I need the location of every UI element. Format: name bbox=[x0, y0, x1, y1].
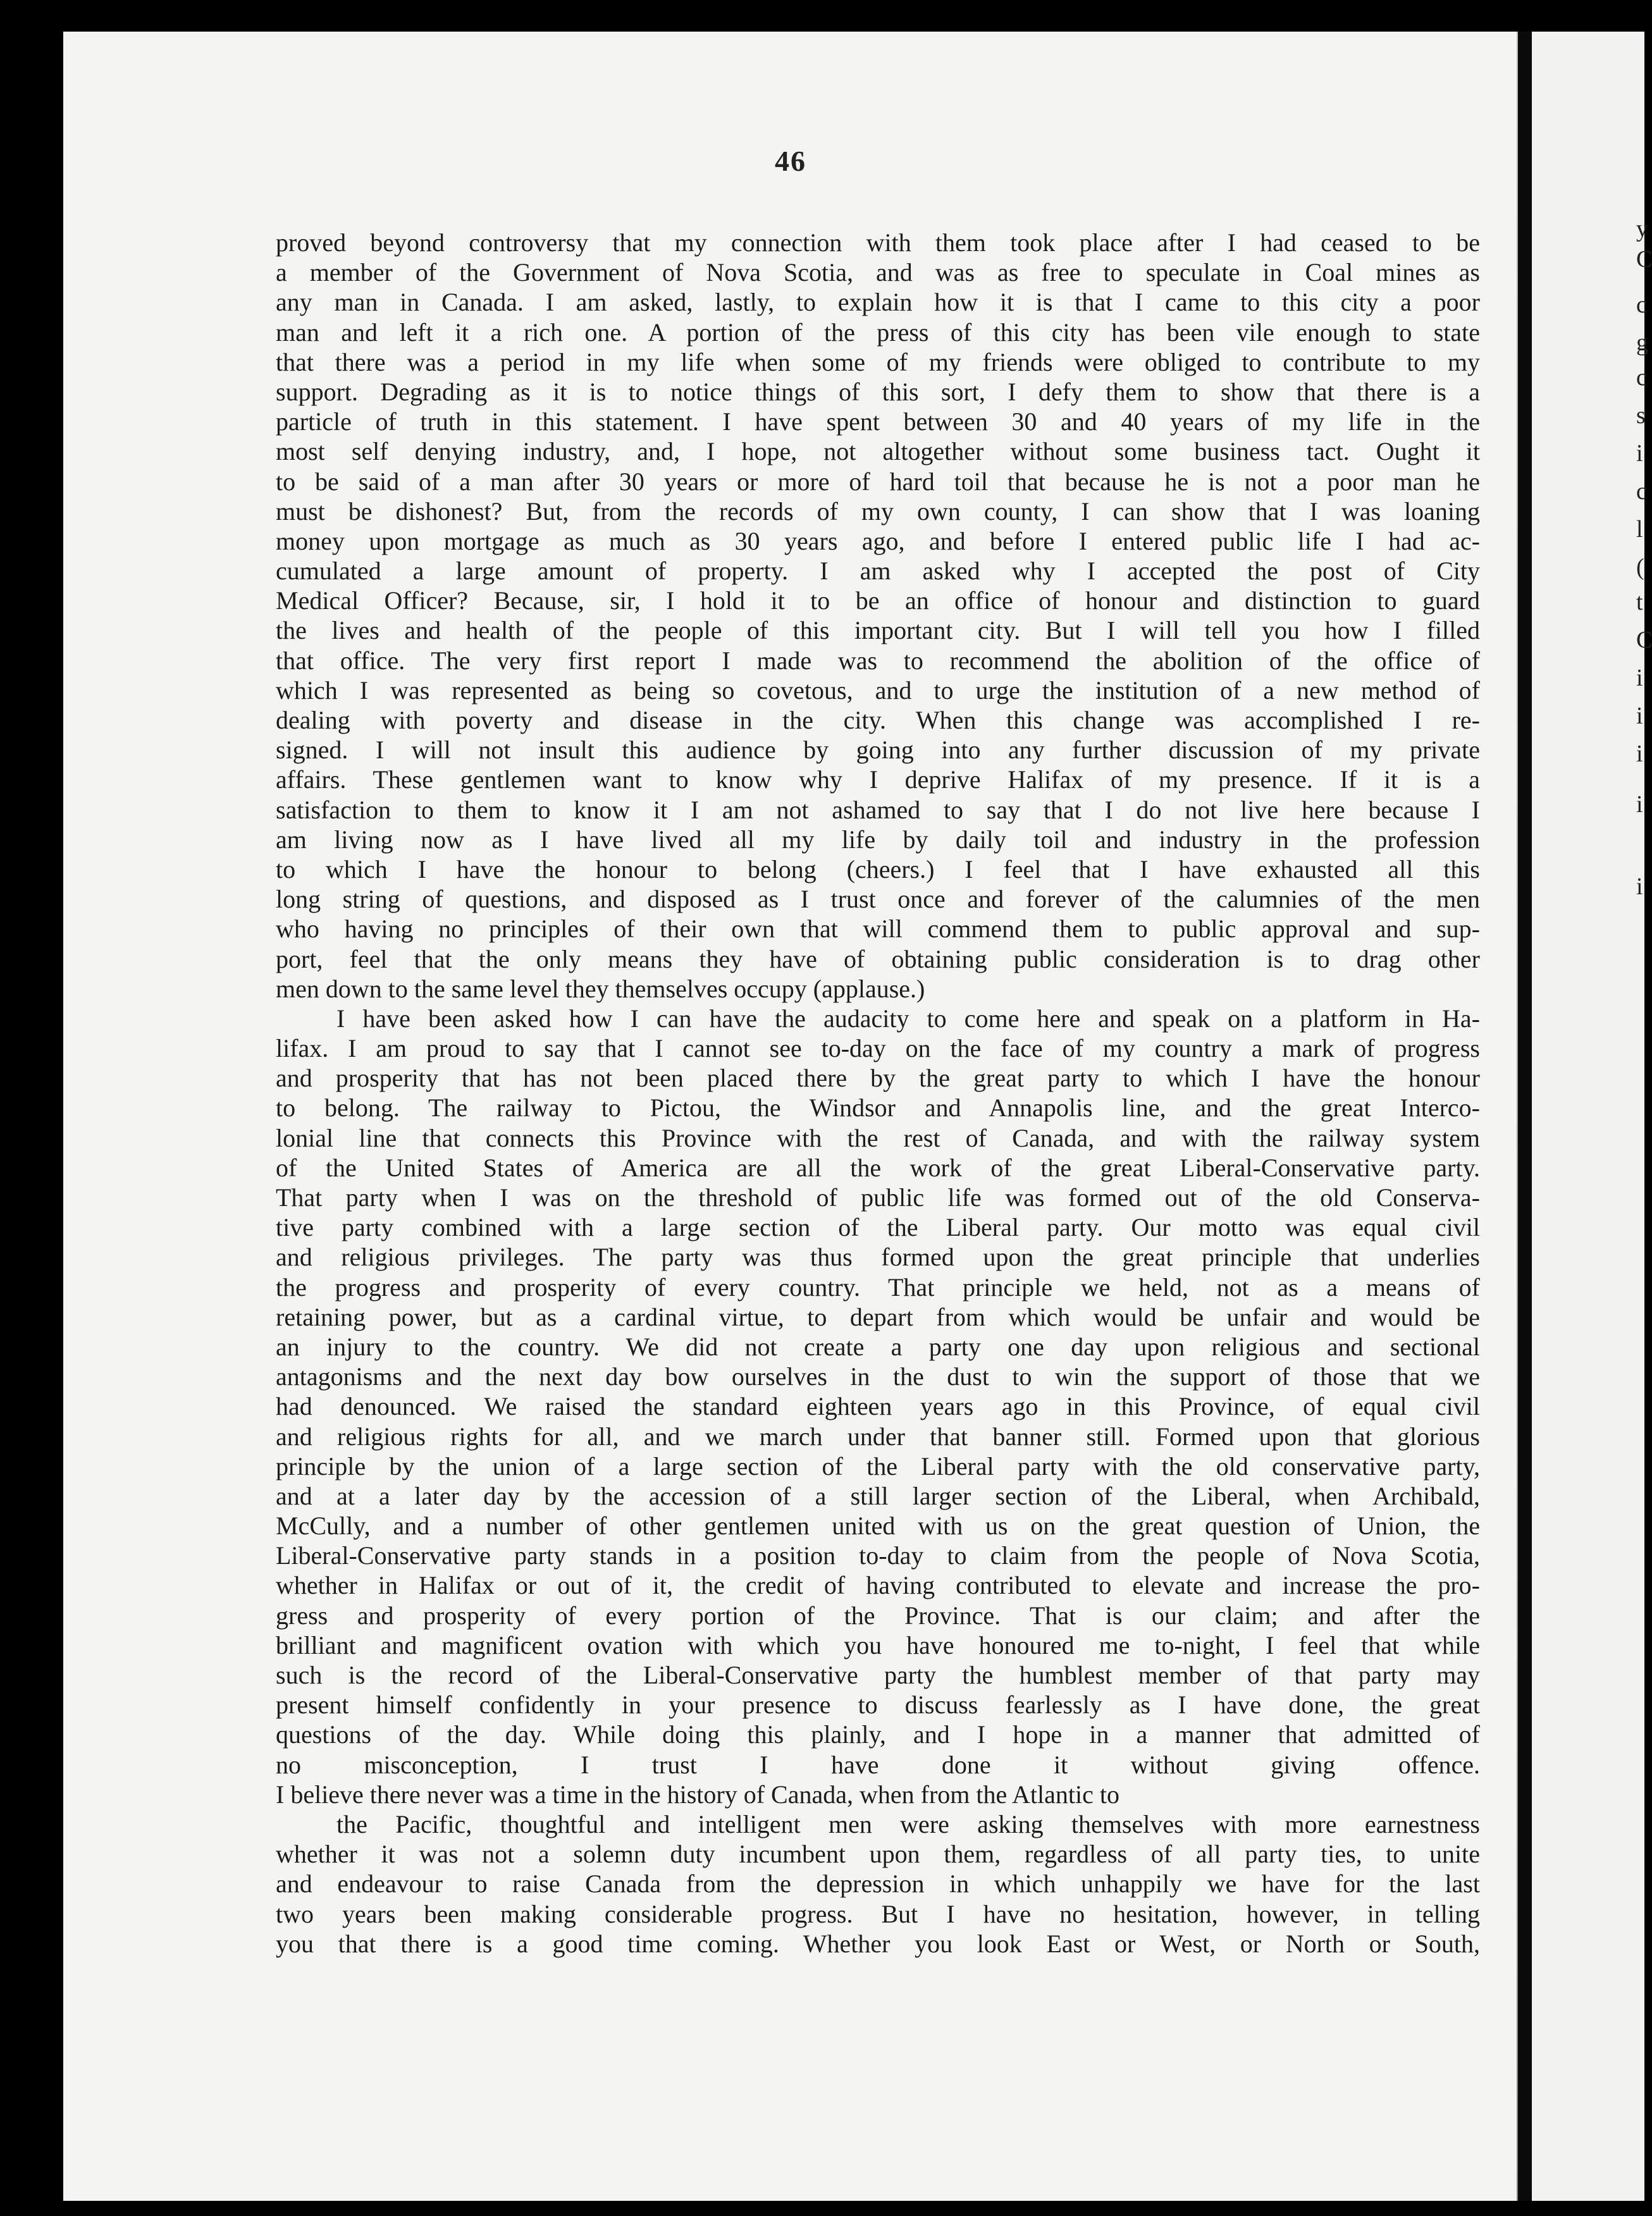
margin-letter: c bbox=[1636, 292, 1647, 318]
text-line: port, feel that the only means they have of obtaining public consideration is to drag other bbox=[276, 944, 1480, 973]
margin-letter: C bbox=[1636, 627, 1652, 653]
book-gutter bbox=[1518, 32, 1532, 2201]
text-line: support. Degrading as it is to notice things of this sort, I defy them to show that there is a bbox=[276, 377, 1480, 406]
text-line: that there was a period in my life when some of my friends were obliged to contribute to my bbox=[276, 347, 1480, 376]
text-line: antagonisms and the next day bow ourselves in the dust to win the support of those that we bbox=[276, 1362, 1480, 1391]
text-line: retaining power, but as a cardinal virtue, to depart from which would be unfair and would be bbox=[276, 1302, 1480, 1331]
text-line: proved beyond controversy that my connection with them took place after I had ceased to be bbox=[276, 228, 1480, 257]
text-line: which I was represented as being so covetous, and to urge the institution of a new method of bbox=[276, 675, 1480, 705]
margin-letter: i bbox=[1636, 703, 1643, 729]
text-line: and at a later day by the accession of a still larger section of the Liberal, when Archibald, bbox=[276, 1481, 1480, 1510]
text-line: McCully, and a number of other gentlemen united with us on the great question of Union, the bbox=[276, 1511, 1480, 1541]
page-number: 46 bbox=[775, 145, 806, 177]
text-line: whether in Halifax or out of it, the credit of having contributed to elevate and increase the pro- bbox=[276, 1571, 1480, 1600]
text-line: two years been making considerable progress. But I have no hesitation, however, in telling bbox=[276, 1899, 1480, 1928]
text-line: That party when I was on the threshold of public life was formed out of the old Conserva- bbox=[276, 1183, 1480, 1212]
text-line: present himself confidently in your presence to discuss fearlessly as I have done, the great bbox=[276, 1690, 1480, 1720]
text-line: who having no principles of their own that will commend them to public approval and sup- bbox=[276, 914, 1480, 944]
margin-letter: c bbox=[1636, 478, 1647, 505]
margin-letter: s bbox=[1636, 402, 1646, 429]
text-line: satisfaction to them to know it I am not ashamed to say that I do not live here because I bbox=[276, 795, 1480, 824]
text-line: a member of the Government of Nova Scotia, and was as free to speculate in Coal mines as bbox=[276, 258, 1480, 287]
text-line: such is the record of the Liberal-Conservative party the humblest member of that party may bbox=[276, 1661, 1480, 1689]
text-line: I have been asked how I can have the audacity to come here and speak on a platform in Ha- bbox=[336, 1004, 1480, 1033]
text-line: cumulated a large amount of property. I am asked why I accepted the post of City bbox=[276, 557, 1480, 586]
text-line: to be said of a man after 30 years or more of hard toil that because he is not a poor man he bbox=[276, 467, 1480, 496]
text-line bbox=[276, 1959, 1480, 1988]
margin-letter: C bbox=[1636, 246, 1652, 273]
margin-letter: c bbox=[1636, 364, 1647, 391]
text-line: and religious rights for all, and we march under that banner still. Formed upon that glorious bbox=[276, 1422, 1480, 1451]
text-line: dealing with poverty and disease in the city. When this change was accomplished I re- bbox=[276, 706, 1480, 734]
text-line: must be dishonest? But, from the records of my own county, I can show that I was loaning bbox=[276, 496, 1480, 526]
margin-letter: i bbox=[1636, 741, 1643, 767]
text-line: particle of truth in this statement. I have spent between 30 and 40 years of my life in the bbox=[276, 407, 1480, 436]
margin-letter: i bbox=[1636, 791, 1643, 818]
text-line: you that there is a good time coming. Whether you look East or West, or North or South, bbox=[276, 1929, 1480, 1958]
text-line: most self denying industry, and, I hope, not altogether without some business tact. Ought it bbox=[276, 437, 1480, 466]
text-line: had denounced. We raised the standard eighteen years ago in this Province, of equal civil bbox=[276, 1392, 1480, 1421]
margin-letter: ( bbox=[1636, 554, 1644, 581]
text-line: of the United States of America are all the work of the great Liberal-Conservative party. bbox=[276, 1153, 1480, 1182]
text-line: questions of the day. While doing this plainly, and I hope in a manner that admitted of bbox=[276, 1720, 1480, 1749]
margin-letter: i bbox=[1636, 440, 1643, 467]
text-line: Medical Officer? Because, sir, I hold it to be an office of honour and distinction to guard bbox=[276, 586, 1480, 615]
text-line: an injury to the country. We did not create a party one day upon religious and sectional bbox=[276, 1332, 1480, 1361]
document-page bbox=[63, 32, 1518, 2201]
text-line: Liberal-Conservative party stands in a position to-day to claim from the people of Nova Scotia, bbox=[276, 1541, 1480, 1570]
text-line: and prosperity that has not been placed there by the great party to which I have the honour bbox=[276, 1064, 1480, 1093]
margin-letter: t bbox=[1636, 589, 1643, 615]
text-line: brilliant and magnificent ovation with which you have honoured me to-night, I feel that while bbox=[276, 1630, 1480, 1659]
margin-letter: y bbox=[1636, 216, 1648, 242]
text-line: gress and prosperity of every portion of the Province. That is our claim; and after the bbox=[276, 1601, 1480, 1630]
text-line: that office. The very first report I made was to recommend the abolition of the office of bbox=[276, 646, 1480, 675]
next-page-edge bbox=[1532, 32, 1652, 2201]
margin-letter: i bbox=[1636, 665, 1643, 691]
text-line: principle by the union of a large section of the Liberal party with the old conservative party, bbox=[276, 1451, 1480, 1480]
text-line: am living now as I have lived all my life by daily toil and industry in the profession bbox=[276, 825, 1480, 854]
text-line: the progress and prosperity of every country. That principle we held, not as a means of bbox=[276, 1272, 1480, 1302]
text-line: no misconception, I trust I have done it without giving offence. bbox=[276, 1750, 1480, 1779]
text-line: money upon mortgage as much as 30 years ago, and before I entered public life I had ac- bbox=[276, 526, 1480, 555]
text-line: lifax. I am proud to say that I cannot see to-day on the face of my country a mark of progress bbox=[276, 1034, 1480, 1063]
text-line: whether it was not a solemn duty incumbent upon them, regardless of all party ties, to unite bbox=[276, 1840, 1480, 1869]
text-line: lonial line that connects this Province with the rest of Canada, and with the railway system bbox=[276, 1123, 1480, 1152]
text-line: signed. I will not insult this audience by going into any further discussion of my private bbox=[276, 736, 1480, 765]
text-line: affairs. These gentlemen want to know why I deprive Halifax of my presence. If it is a bbox=[276, 765, 1480, 794]
text-line: to which I have the honour to belong (cheers.) I feel that I have exhausted all this bbox=[276, 854, 1480, 883]
text-line: men down to the same level they themselves occupy (applause.) bbox=[276, 974, 925, 1003]
margin-letter: l bbox=[1636, 516, 1643, 543]
text-line: and religious privileges. The party was thus formed upon the great principle that underlies bbox=[276, 1243, 1480, 1272]
text-line: tive party combined with a large section of the Liberal party. Our motto was equal civil bbox=[276, 1213, 1480, 1242]
text-line: any man in Canada. I am asked, lastly, to explain how it is that I came to this city a poor bbox=[276, 288, 1480, 317]
body-text bbox=[276, 228, 1480, 1988]
margin-letter: g bbox=[1636, 329, 1648, 356]
text-line: to belong. The railway to Pictou, the Windsor and Annapolis line, and the great Interco- bbox=[276, 1093, 1480, 1123]
text-line: the Pacific, thoughtful and intelligent men were asking themselves with more earnestness bbox=[336, 1809, 1480, 1838]
margin-letter: i bbox=[1636, 873, 1643, 900]
text-line: and endeavour to raise Canada from the depression in which unhappily we have for the last bbox=[276, 1869, 1480, 1899]
text-line: the lives and health of the people of this important city. But I will tell you how I filled bbox=[276, 616, 1480, 645]
text-line: I believe there never was a time in the history of Canada, when from the Atlantic to bbox=[276, 1780, 1120, 1809]
text-line: long string of questions, and disposed as I trust once and forever of the calumnies of the men bbox=[276, 885, 1480, 914]
text-line: man and left it a rich one. A portion of the press of this city has been vile enough to state bbox=[276, 317, 1480, 347]
